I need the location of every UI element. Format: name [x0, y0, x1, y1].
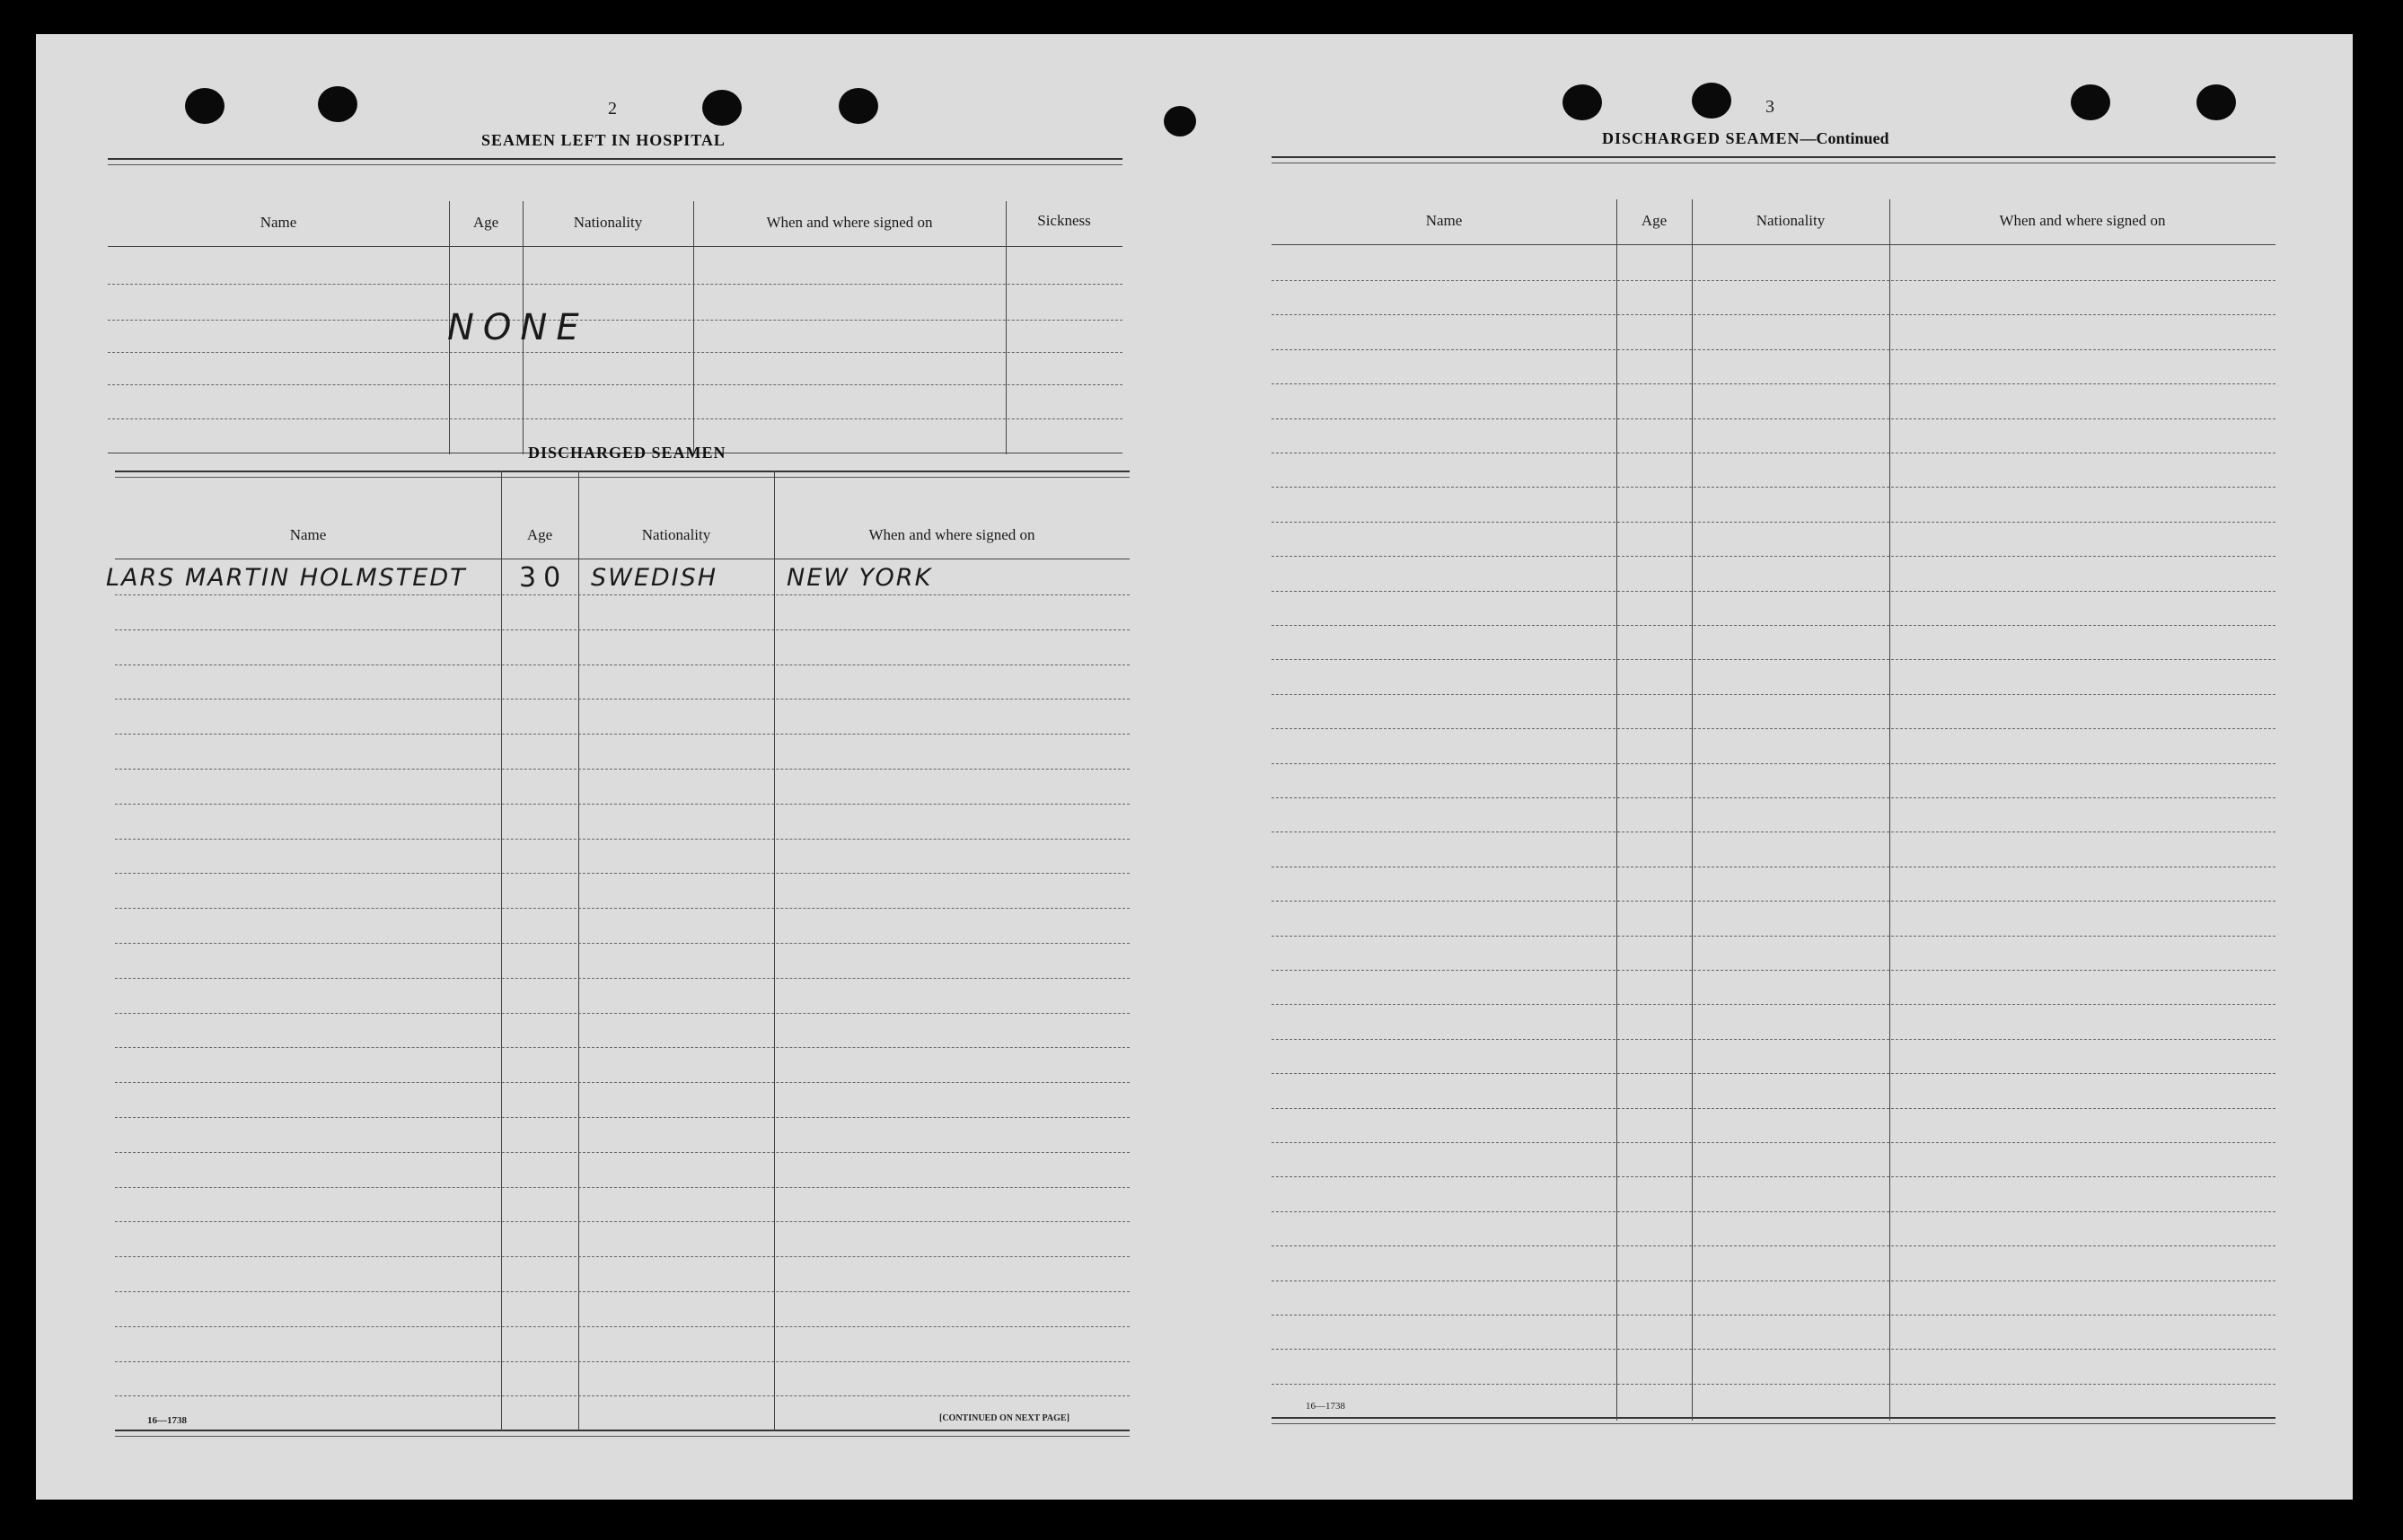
discharged-section-title: DISCHARGED SEAMEN [528, 444, 726, 462]
ruled-line [1272, 1073, 2275, 1074]
hospital-col-nationality: Nationality [573, 214, 643, 231]
ruled-line [115, 594, 1130, 595]
ruled-line [115, 978, 1130, 979]
discharged-table-left [106, 471, 1130, 1440]
hospital-table [108, 158, 1122, 456]
discharged-col-signed-on: When and where signed on [868, 526, 1035, 543]
discharged-continued-title [1602, 129, 1889, 148]
right-col-signed-on: When and where signed on [1999, 212, 2166, 229]
discharged-row-name: LARS MARTIN HOLMSTEDT [106, 564, 467, 592]
ruled-line [1272, 487, 2275, 488]
ruled-line [1272, 763, 2275, 764]
ruled-line [115, 1117, 1130, 1118]
title-continued: —Continued [1800, 129, 1889, 147]
ruled-line [115, 1326, 1130, 1327]
ruled-line [1272, 1245, 2275, 1246]
ruled-line [1272, 1004, 2275, 1005]
ruled-line [1272, 625, 2275, 626]
ruled-line [1272, 1349, 2275, 1350]
ruled-line [1272, 1039, 2275, 1040]
page-number-left: 2 [608, 99, 617, 119]
ruled-line [115, 1256, 1130, 1257]
ruled-line [1272, 1108, 2275, 1109]
ruled-line [115, 699, 1130, 700]
ruled-line [1272, 936, 2275, 937]
binder-hole [2071, 84, 2110, 120]
hospital-section-title: SEAMEN LEFT IN HOSPITAL [481, 131, 726, 149]
ruled-line [1272, 383, 2275, 384]
ruled-line [1272, 1315, 2275, 1316]
hospital-col-age: Age [472, 214, 499, 231]
manifest-sheet [36, 34, 2353, 1500]
ruled-line [115, 1395, 1130, 1396]
ruled-line [1272, 591, 2275, 592]
right-col-nationality: Nationality [1756, 212, 1826, 229]
discharged-col-nationality: Nationality [641, 526, 711, 543]
ruled-line [1272, 970, 2275, 971]
ruled-line [115, 943, 1130, 944]
ruled-line [115, 1047, 1130, 1048]
binder-hole [1164, 106, 1196, 136]
ruled-line [115, 769, 1130, 770]
discharged-row-age: 30 [519, 562, 568, 594]
ruled-line [115, 664, 1130, 665]
discharged-col-name: Name [289, 526, 327, 543]
ruled-line [1272, 1142, 2275, 1143]
ruled-line [1272, 280, 2275, 281]
title-main: DISCHARGED SEAMEN [1602, 129, 1800, 147]
ruled-line [115, 1291, 1130, 1292]
discharged-table-right [1272, 156, 2275, 1435]
ruled-line [115, 839, 1130, 840]
ruled-line [115, 873, 1130, 874]
ruled-line [115, 734, 1130, 735]
right-col-age: Age [1641, 212, 1668, 229]
hospital-col-signed-on: When and where signed on [766, 214, 933, 231]
ruled-line [115, 1013, 1130, 1014]
ruled-line [1272, 1176, 2275, 1177]
binder-hole [702, 90, 742, 126]
discharged-row-signed-on: NEW YORK [787, 564, 933, 592]
binder-hole [1562, 84, 1602, 120]
ruled-line [115, 1082, 1130, 1083]
ruled-line [1272, 556, 2275, 557]
form-number-right: 16—1738 [1306, 1401, 1345, 1412]
right-col-name: Name [1425, 212, 1463, 229]
ruled-line [1272, 314, 2275, 315]
page-number-right: 3 [1765, 97, 1774, 117]
ruled-line [1272, 522, 2275, 523]
ruled-line [1272, 797, 2275, 798]
ruled-line [1272, 1211, 2275, 1212]
binder-hole [1692, 83, 1731, 119]
ruled-line [115, 804, 1130, 805]
hospital-col-name: Name [260, 214, 297, 231]
binder-hole [318, 86, 357, 122]
form-number-left: 16—1738 [147, 1415, 187, 1426]
ruled-line [1272, 659, 2275, 660]
ruled-line [1272, 728, 2275, 729]
binder-hole [839, 88, 878, 124]
ruled-line [115, 1152, 1130, 1153]
discharged-col-age: Age [526, 526, 553, 543]
ruled-line [1272, 901, 2275, 902]
discharged-row-nationality: SWEDISH [591, 564, 718, 592]
ruled-line [1272, 1384, 2275, 1385]
ruled-line [115, 1187, 1130, 1188]
ruled-line [115, 629, 1130, 630]
ruled-line [115, 1221, 1130, 1222]
ruled-line [1272, 694, 2275, 695]
continued-note: [CONTINUED ON NEXT PAGE] [939, 1413, 1069, 1423]
ruled-line [1272, 418, 2275, 419]
ruled-line [1272, 1280, 2275, 1281]
hospital-none-entry: NONE [447, 307, 588, 348]
binder-hole [185, 88, 224, 124]
binder-hole [2196, 84, 2236, 120]
ruled-line [115, 908, 1130, 909]
ruled-line [1272, 349, 2275, 350]
ruled-line [115, 1361, 1130, 1362]
hospital-col-sickness: Sickness [1037, 212, 1091, 229]
